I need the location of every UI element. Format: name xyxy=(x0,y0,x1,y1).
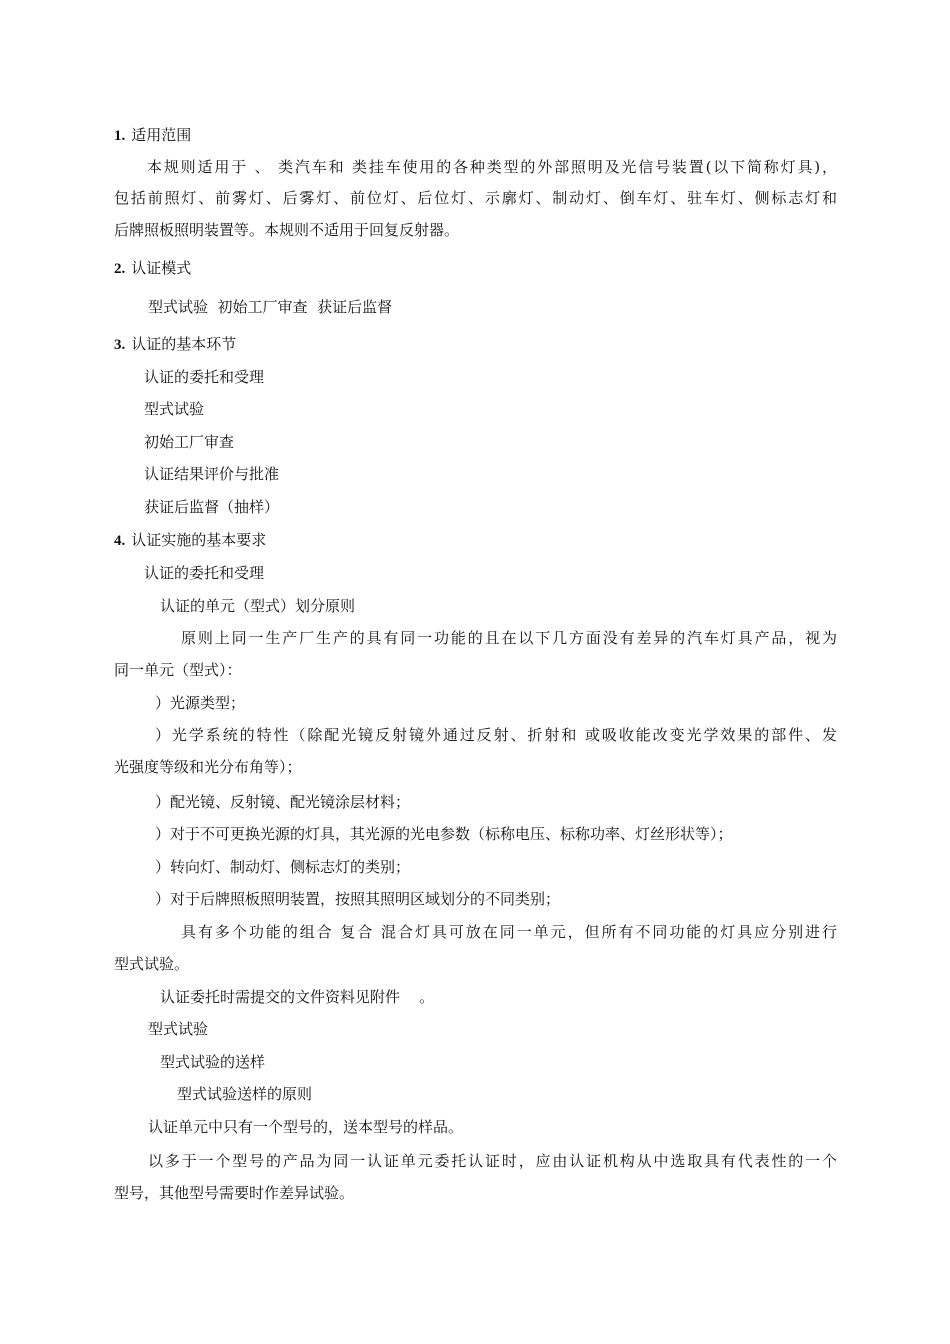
section-1-heading xyxy=(114,125,191,146)
criteria-item: ）对于后牌照板照明装置，按照其照明区域划分的不同类别； xyxy=(155,890,561,908)
criteria-item: 光强度等级和光分布角等）； xyxy=(114,758,302,776)
section-title: 适用范围 xyxy=(131,126,192,144)
criteria-item: ）对于不可更换光源的灯具，其光源的光电参数（标称电压、标称功率、灯丝形状等）； xyxy=(155,825,733,843)
paragraph-line: 原则上同一生产厂生产的具有同一功能的且在以下几方面没有差异的汽车灯具产品，视为 xyxy=(181,629,837,647)
paragraph-line: 包括前照灯、前雾灯、后雾灯、前位灯、后位灯、示廓灯、制动灯、倒车灯、驻车灯、侧标志灯和 xyxy=(114,189,837,207)
section-number: 2. xyxy=(114,261,126,277)
section-4-heading xyxy=(114,530,266,551)
list-item: 认证的委托和受理 xyxy=(144,368,265,386)
section-number: 4. xyxy=(114,533,126,549)
paragraph-line: 认证委托时需提交的文件资料见附件 。 xyxy=(160,988,435,1006)
section-number: 1. xyxy=(114,128,126,144)
section-3-heading xyxy=(114,334,236,355)
section-number: 3. xyxy=(114,337,126,353)
list-item: 获证后监督（抽样） xyxy=(144,498,280,516)
section-2-heading xyxy=(114,258,191,279)
criteria-item: ）转向灯、制动灯、侧标志灯的类别； xyxy=(155,858,411,876)
list-item: 型式试验 xyxy=(144,400,205,418)
criteria-item: ）光源类型； xyxy=(155,694,246,712)
paragraph-line: 认证单元中只有一个型号的，送本型号的样品。 xyxy=(148,1118,464,1136)
paragraph-line: 型式试验。 xyxy=(114,955,190,973)
paragraph-line: 后牌照板照明装置等。本规则不适用于回复反射器。 xyxy=(114,221,460,239)
paragraph-line: 型号，其他型号需要时作差异试验。 xyxy=(114,1184,355,1202)
subheading: 型式试验的送样 xyxy=(160,1053,266,1071)
paragraph-line: 以多于一个型号的产品为同一认证单元委托认证时，应由认证机构从中选取具有代表性的一个 xyxy=(148,1152,837,1170)
list-item: 初始工厂审查 xyxy=(144,433,235,451)
subheading: 型式试验送样的原则 xyxy=(177,1085,313,1103)
section-title: 认证的基本环节 xyxy=(131,335,237,353)
paragraph-line: 具有多个功能的组合 复合 混合灯具可放在同一单元，但所有不同功能的灯具应分别进行 xyxy=(181,923,837,941)
criteria-item: ）配光镜、反射镜、配光镜涂层材料； xyxy=(155,793,411,811)
section-title: 认证模式 xyxy=(131,259,192,277)
subheading: 型式试验 xyxy=(148,1020,209,1038)
criteria-item: ）光学系统的特性（除配光镜反射镜外通过反射、折射和 或吸收能改变光学效果的部件、发 xyxy=(155,726,837,744)
paragraph-line: 本规则适用于 、 类汽车和 类挂车使用的各种类型的外部照明及光信号装置(以下简称灯具)， xyxy=(147,158,837,176)
list-item: 认证结果评价与批准 xyxy=(144,465,280,483)
section-title: 认证实施的基本要求 xyxy=(131,531,267,549)
paragraph-line: 同一单元（型式）： xyxy=(114,661,242,679)
subheading: 认证的委托和受理 xyxy=(144,564,265,582)
subheading: 认证的单元（型式）划分原则 xyxy=(160,597,356,615)
paragraph-line: 型式试验 初始工厂审查 获证后监督 xyxy=(148,298,393,316)
